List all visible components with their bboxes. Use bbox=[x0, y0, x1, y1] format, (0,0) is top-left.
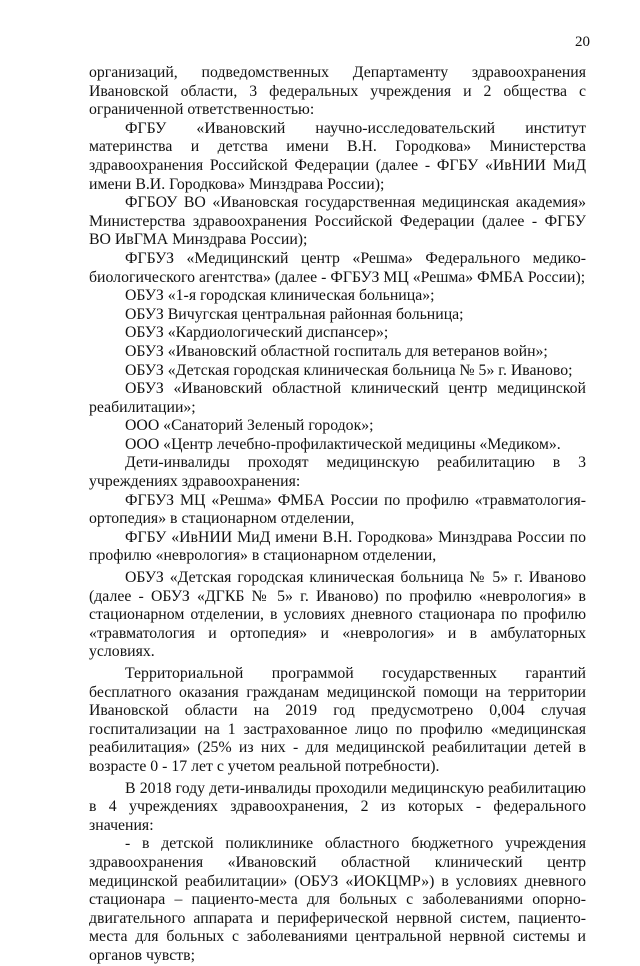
paragraph-obuz-veterans: ОБУЗ «Ивановский областной госпиталь для ветеранов войн»; bbox=[125, 342, 548, 360]
paragraph-ooo-sanatorium: ООО «Санаторий Зеленый городок»; bbox=[125, 417, 374, 435]
paragraph-ooo-medikom: ООО «Центр лечебно-профилактической медицины «Медиком». bbox=[125, 435, 561, 453]
paragraph-territorial-program: Территориальной программой государственных гарантий бесплатного оказания гражданам медицинской помощи на территории Ивановской области на 2019 год предусмотрено 0,004 случая госпитализации на 1 застрахованное лицо по профилю «медицинская реабилитация» (25% из них - для медицинской реабилитации детей в возрасте 0 - 17 лет с учетом реальной потребности). bbox=[89, 665, 586, 775]
paragraph-ivnii-profile: ФГБУ «ИвНИИ МиД имени В.Н. Городкова» Минздрава России по профилю «неврология» в стационарном отделении, bbox=[89, 528, 586, 565]
paragraph-2018: В 2018 году дети-инвалиды проходили медицинскую реабилитацию в 4 учреждениях здравоохранения, 2 из которых - федерального значения: bbox=[89, 779, 586, 834]
paragraph-obuz-gkb1: ОБУЗ «1-я городская клиническая больница»; bbox=[125, 287, 435, 305]
paragraph-intro: организаций, подведомственных Департаменту здравоохранения Ивановской области, 3 федеральных учреждения и 2 общества с ограниченной ответственностью: bbox=[89, 64, 586, 119]
paragraph-fgbu-ivnii: ФГБУ «Ивановский научно-исследовательский институт материнства и детства имени В.Н. Городкова» Министерства здравоохранения Российской Федерации (далее - ФГБУ «ИвНИИ МиД имени В.И. Городкова» Минздрава России); bbox=[89, 119, 586, 193]
paragraph-polyclinic: - в детской поликлинике областного бюджетного учреждения здравоохранения «Ивановский областной клинический центр медицинской реабилитации» (ОБУЗ «ИОКЦМР») в условиях дневного стационара – пациенто-места для больных с заболеваниями опорно-двигательного аппарата и периферической нервной систем, пациенто-места для больных с заболеваниями центральной нервной системы и органов чувств; bbox=[89, 835, 586, 964]
paragraph-fgbuz-reshma: ФГБУЗ «Медицинский центр «Решма» Федерального медико-биологического агентства» (далее - ФГБУЗ МЦ «Решма» ФМБА России); bbox=[89, 249, 586, 286]
paragraph-children-rehab: Дети-инвалиды проходят медицинскую реабилитацию в 3 учреждениях здравоохранения: bbox=[89, 454, 586, 491]
paragraph-obuz-vichuga: ОБУЗ Вичугская центральная районная больница; bbox=[125, 305, 464, 323]
page-number: 20 bbox=[575, 34, 590, 50]
paragraph-fgbou-ivgma: ФГБОУ ВО «Ивановская государственная медицинская академия» Министерства здравоохранения Российской Федерации (далее - ФГБУ ВО ИвГМА Минздрава России); bbox=[89, 194, 586, 249]
paragraph-obuz-cardio: ОБУЗ «Кардиологический диспансер»; bbox=[125, 324, 389, 342]
paragraph-obuz-rehab-center: ОБУЗ «Ивановский областной клинический центр медицинской реабилитации»; bbox=[89, 380, 586, 416]
document-body bbox=[89, 64, 586, 966]
paragraph-reshma-profile: ФГБУЗ МЦ «Решма» ФМБА России по профилю «травматология-ортопедия» в стационарном отделении, bbox=[89, 491, 586, 528]
paragraph-obuz-dgkb5: ОБУЗ «Детская городская клиническая больница № 5» г. Иваново; bbox=[125, 361, 573, 379]
paragraph-dgkb5-profile: ОБУЗ «Детская городская клиническая больница № 5» г. Иваново (далее - ОБУЗ «ДГКБ № 5» г. Иваново) по профилю «неврология» в стационарном отделении, в условиях дневного стационара по профилю «травматология и ортопедия» и «неврология» и в амбулаторных условиях. bbox=[89, 569, 586, 661]
